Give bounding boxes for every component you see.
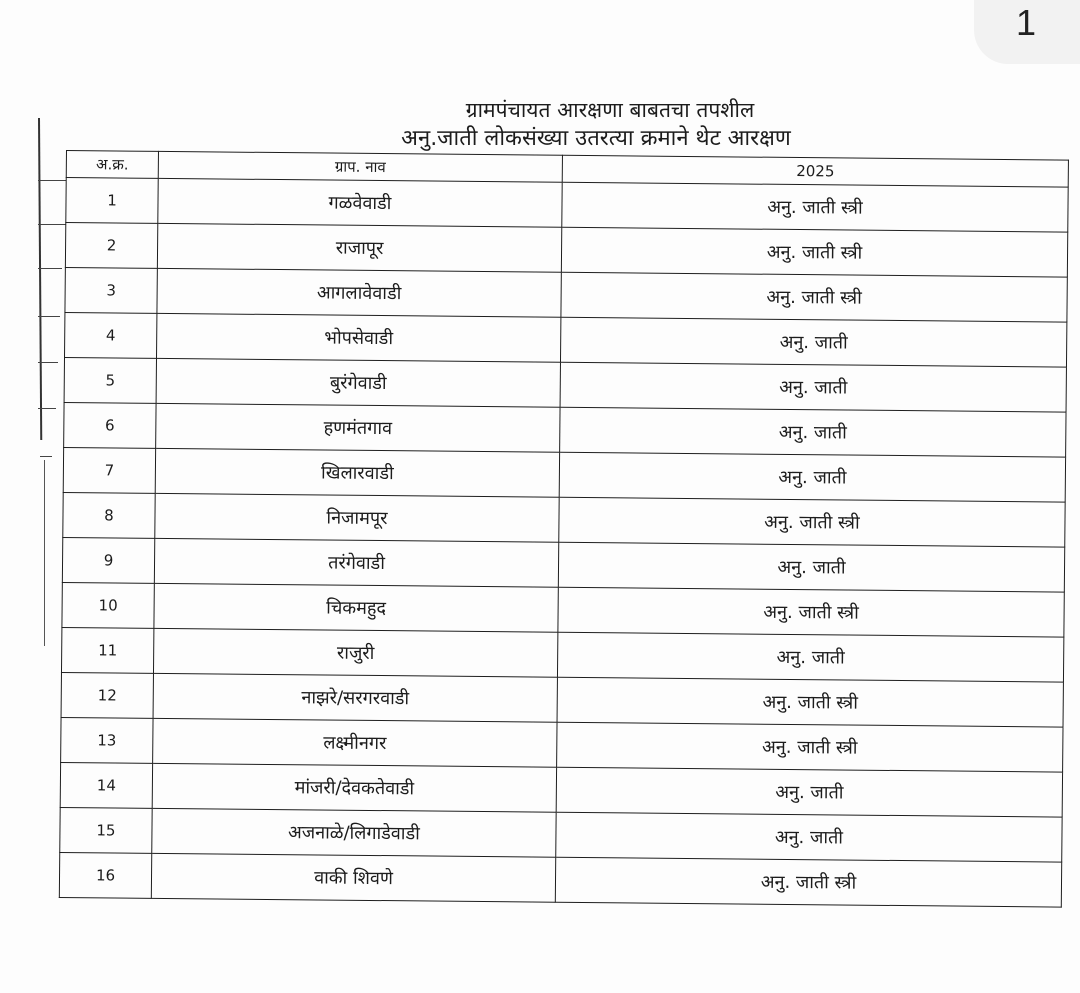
row-gram-panchayat-name: खिलारवाडी <box>155 448 559 497</box>
row-reservation-category: अनु. जाती स्त्री <box>557 677 1063 727</box>
row-gram-panchayat-name: अजनाळे/लिगाडेवाडी <box>152 808 556 857</box>
margin-tick <box>38 268 62 269</box>
row-reservation-category: अनु. जाती स्त्री <box>559 497 1065 547</box>
row-serial-number: 9 <box>62 537 154 583</box>
row-serial-number: 15 <box>60 807 152 853</box>
row-gram-panchayat-name: तरंगेवाडी <box>154 538 558 587</box>
header-serial: अ.क्र. <box>66 151 158 179</box>
row-gram-panchayat-name: गळवेवाडी <box>158 178 562 227</box>
row-serial-number: 13 <box>61 717 153 763</box>
row-gram-panchayat-name: आगलावेवाडी <box>157 268 561 317</box>
row-serial-number: 12 <box>61 672 153 718</box>
row-gram-panchayat-name: राजापूर <box>157 223 561 272</box>
row-serial-number: 2 <box>65 223 157 269</box>
row-reservation-category: अनु. जाती स्त्री <box>561 272 1067 322</box>
row-gram-panchayat-name: चिकमहुद <box>154 583 558 632</box>
row-reservation-category: अनु. जाती <box>560 362 1066 412</box>
row-reservation-category: अनु. जाती स्त्री <box>558 587 1064 637</box>
row-reservation-category: अनु. जाती स्त्री <box>557 722 1063 772</box>
row-gram-panchayat-name: बुरंगेवाडी <box>156 358 560 407</box>
table-row <box>59 852 1061 907</box>
margin-rule-lower <box>44 460 45 646</box>
margin-tick <box>38 408 56 409</box>
document-subtitle: अनु.जाती लोकसंख्या उतरत्या क्रमाने थेट आरक्षण <box>401 126 791 151</box>
table-body <box>59 178 1068 908</box>
row-serial-number: 7 <box>63 447 155 493</box>
row-reservation-category: अनु. जाती <box>560 407 1066 457</box>
row-serial-number: 5 <box>64 357 156 403</box>
header-gram-panchayat-name: ग्राप. नाव <box>158 151 562 182</box>
row-serial-number: 11 <box>61 627 153 673</box>
margin-rule <box>38 118 42 440</box>
reservation-table <box>59 150 1069 908</box>
margin-tick <box>38 224 66 225</box>
row-reservation-category: अनु. जाती स्त्री <box>561 227 1067 277</box>
row-gram-panchayat-name: मांजरी/देवकतेवाडी <box>152 763 556 812</box>
row-serial-number: 8 <box>63 492 155 538</box>
row-gram-panchayat-name: वाकी शिवणे <box>151 853 555 902</box>
margin-tick <box>38 316 60 317</box>
margin-tick <box>40 456 52 457</box>
row-serial-number: 1 <box>66 178 158 224</box>
row-serial-number: 16 <box>59 852 151 898</box>
header-year: 2025 <box>562 155 1068 187</box>
row-gram-panchayat-name: राजुरी <box>153 628 557 677</box>
row-serial-number: 10 <box>62 582 154 628</box>
row-reservation-category: अनु. जाती <box>557 632 1063 682</box>
row-serial-number: 3 <box>65 267 157 313</box>
row-gram-panchayat-name: निजामपूर <box>155 493 559 542</box>
page-number: 1 <box>1015 2 1036 43</box>
row-reservation-category: अनु. जाती <box>556 767 1062 817</box>
row-reservation-category: अनु. जाती <box>559 452 1065 502</box>
row-serial-number: 14 <box>60 762 152 808</box>
row-serial-number: 4 <box>65 312 157 358</box>
row-gram-panchayat-name: हणमंतगाव <box>156 403 560 452</box>
document-title: ग्रामपंचायत आरक्षणा बाबतचा तपशील <box>465 98 755 122</box>
row-gram-panchayat-name: भोपसेवाडी <box>157 313 561 362</box>
row-gram-panchayat-name: नाझरे/सरगरवाडी <box>153 673 557 722</box>
row-serial-number: 6 <box>64 402 156 448</box>
row-gram-panchayat-name: लक्ष्मीनगर <box>153 718 557 767</box>
row-reservation-category: अनु. जाती स्त्री <box>555 857 1061 907</box>
page-number-tab <box>974 0 1080 64</box>
row-reservation-category: अनु. जाती <box>558 542 1064 592</box>
reservation-table-wrapper <box>59 150 1074 928</box>
row-reservation-category: अनु. जाती <box>560 317 1066 367</box>
row-reservation-category: अनु. जाती स्त्री <box>562 182 1068 232</box>
margin-tick <box>38 362 58 363</box>
row-reservation-category: अनु. जाती <box>556 812 1062 862</box>
margin-tick <box>38 180 66 181</box>
